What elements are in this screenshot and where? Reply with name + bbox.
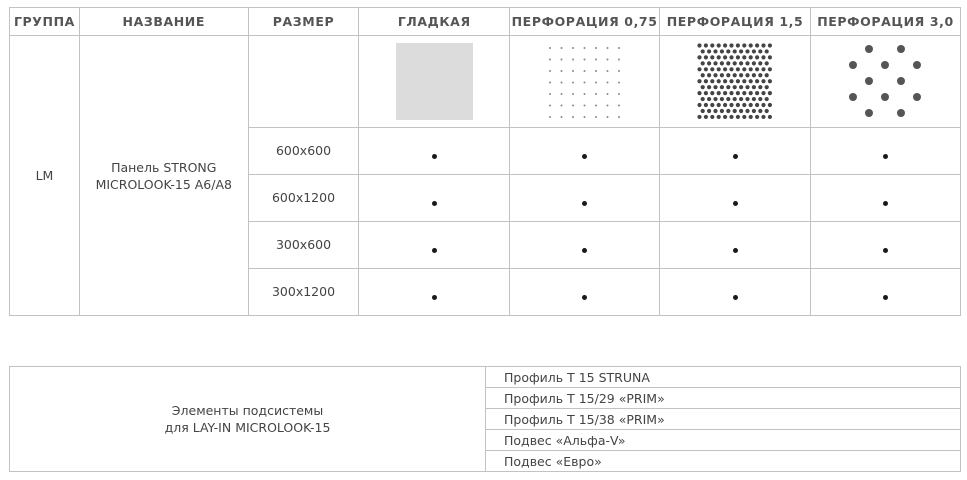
perforation-hole: [723, 115, 727, 119]
perforation-hole: [897, 45, 905, 53]
perforation-hole: [729, 43, 733, 47]
availability-dot: [883, 154, 888, 159]
perforation-hole: [723, 55, 727, 59]
mark-perf075: [510, 222, 660, 269]
perforation-hole: [767, 103, 771, 107]
perforation-hole: [716, 67, 720, 71]
perforation-hole: [726, 73, 730, 77]
perforation-hole: [595, 47, 597, 49]
perforation-hole: [595, 116, 597, 118]
perforation-hole: [716, 55, 720, 59]
perforation-hole: [572, 105, 574, 107]
perforation-hole: [697, 115, 701, 119]
subsystem-item: Профиль Т 15/38 «PRIM»: [486, 409, 961, 430]
perforation-hole: [561, 105, 563, 107]
perforation-hole: [755, 67, 759, 71]
perforation-hole: [584, 47, 586, 49]
perforation-hole: [584, 70, 586, 72]
perforation-hole: [764, 85, 768, 89]
perforation-hole: [607, 47, 609, 49]
availability-dot: [432, 295, 437, 300]
perforation-hole: [742, 91, 746, 95]
perforation-hole: [758, 85, 762, 89]
swatch-perf075-cell: [510, 36, 660, 128]
perforation-hole: [761, 103, 765, 107]
perforation-hole: [735, 91, 739, 95]
subsystem-row: [10, 367, 961, 388]
perforation-hole: [735, 43, 739, 47]
perforation-hole: [745, 109, 749, 113]
perforation-hole: [729, 115, 733, 119]
perforation-hole: [755, 115, 759, 119]
availability-dot: [733, 295, 738, 300]
perforation-hole: [758, 109, 762, 113]
perforation-hole: [700, 73, 704, 77]
mark-perf15: [660, 222, 811, 269]
perforation-hole: [572, 59, 574, 61]
perforation-hole: [764, 109, 768, 113]
availability-dot: [883, 248, 888, 253]
perforation-hole: [595, 105, 597, 107]
perforation-hole: [758, 49, 762, 53]
mark-smooth: [359, 222, 510, 269]
perforation-hole: [713, 73, 717, 77]
perforation-hole: [584, 59, 586, 61]
perforation-hole: [735, 67, 739, 71]
swatch-perf30-cell: [811, 36, 961, 128]
perforation-hole: [865, 77, 873, 85]
header-size: РАЗМЕР: [248, 8, 359, 36]
availability-dot: [582, 295, 587, 300]
perforation-hole: [732, 61, 736, 65]
perforation-hole: [697, 91, 701, 95]
perforation-hole: [742, 79, 746, 83]
subsystem-item: Подвес «Евро»: [486, 451, 961, 472]
perforation-hole: [723, 43, 727, 47]
perforation-hole: [716, 103, 720, 107]
perforation-hole: [618, 93, 620, 95]
swatch-perf15-cell: [660, 36, 811, 128]
perforation-hole: [761, 115, 765, 119]
perforation-hole: [729, 91, 733, 95]
perforation-hole: [729, 67, 733, 71]
mark-perf30: [811, 175, 961, 222]
perforation-hole: [758, 61, 762, 65]
perforation-hole: [764, 97, 768, 101]
perforation-hole: [751, 61, 755, 65]
perforation-hole: [561, 70, 563, 72]
perforation-hole: [735, 103, 739, 107]
availability-dot: [432, 248, 437, 253]
subsystem-item: Профиль Т 15 STRUNA: [486, 367, 961, 388]
perforation-hole: [739, 49, 743, 53]
perforation-hole: [764, 61, 768, 65]
perforation-hole: [726, 85, 730, 89]
perforation-hole: [549, 93, 551, 95]
perforation-hole: [595, 70, 597, 72]
perforation-hole: [755, 103, 759, 107]
availability-dot: [582, 201, 587, 206]
perforation-hole: [716, 91, 720, 95]
perforation-hole: [710, 55, 714, 59]
perforation-hole: [735, 55, 739, 59]
perforation-hole: [767, 79, 771, 83]
product-name-line2: MICROLOOK-15 A6/A8: [95, 176, 232, 192]
perforation-hole: [745, 97, 749, 101]
perforation-hole: [739, 85, 743, 89]
perforation-hole: [723, 91, 727, 95]
availability-dot: [582, 248, 587, 253]
perforation-hole: [761, 55, 765, 59]
perforation-hole: [742, 115, 746, 119]
perforation-hole: [703, 43, 707, 47]
availability-dot: [582, 154, 587, 159]
perforation-hole: [723, 79, 727, 83]
perforation-hole: [584, 116, 586, 118]
group-cell: LM: [10, 36, 80, 316]
perforation-hole: [700, 109, 704, 113]
subsystem-item: Профиль Т 15/29 «PRIM»: [486, 388, 961, 409]
perforation-hole: [707, 73, 711, 77]
perforation-hole: [745, 61, 749, 65]
swatch-smooth-cell: [359, 36, 510, 128]
perforation-hole: [849, 61, 857, 69]
perforation-hole: [549, 105, 551, 107]
perforation-hole: [748, 55, 752, 59]
perforation-hole: [735, 79, 739, 83]
perforation-hole: [913, 93, 921, 101]
header-perforation-15: ПЕРФОРАЦИЯ 1,5: [660, 8, 811, 36]
perforation-hole: [607, 116, 609, 118]
perforation-hole: [755, 79, 759, 83]
mark-perf15: [660, 128, 811, 175]
perforation-hole: [751, 85, 755, 89]
perforation-hole: [719, 109, 723, 113]
perforation-hole: [716, 43, 720, 47]
product-table: [9, 7, 961, 316]
swatch-size-empty: [248, 36, 359, 128]
perforation-hole: [707, 85, 711, 89]
perforation-hole: [897, 77, 905, 85]
perforation-hole: [726, 49, 730, 53]
mark-perf30: [811, 128, 961, 175]
perforation-hole: [719, 61, 723, 65]
perforation-hole: [561, 59, 563, 61]
perforation-hole: [748, 79, 752, 83]
perforation-hole: [618, 70, 620, 72]
perforation-hole: [913, 61, 921, 69]
perforation-hole: [748, 91, 752, 95]
perforation-hole: [755, 55, 759, 59]
perforation-hole: [584, 105, 586, 107]
perforation-hole: [713, 85, 717, 89]
mark-smooth: [359, 175, 510, 222]
perforation-hole: [751, 97, 755, 101]
perforation-hole: [764, 73, 768, 77]
perforation-hole: [607, 59, 609, 61]
size-cell: 300x600: [248, 222, 359, 269]
swatch-row: [10, 36, 961, 128]
mark-perf075: [510, 269, 660, 316]
perforation-hole: [761, 43, 765, 47]
size-cell: 300x1200: [248, 269, 359, 316]
perforation-hole: [761, 91, 765, 95]
mark-smooth: [359, 128, 510, 175]
perforation-hole: [703, 103, 707, 107]
perforation-hole: [751, 109, 755, 113]
perforation-hole: [755, 43, 759, 47]
perforation-hole: [745, 85, 749, 89]
perforation-hole: [607, 105, 609, 107]
product-name-line1: Панель STRONG: [111, 159, 217, 175]
perforation-hole: [849, 93, 857, 101]
perforation-hole: [549, 116, 551, 118]
perforation-hole: [607, 93, 609, 95]
perforation-hole: [703, 79, 707, 83]
perforation-hole: [572, 47, 574, 49]
header-group: ГРУППА: [10, 8, 80, 36]
perforation-hole: [729, 79, 733, 83]
perforation-hole: [618, 59, 620, 61]
header-perforation-075: ПЕРФОРАЦИЯ 0,75: [510, 8, 660, 36]
perforation-hole: [700, 49, 704, 53]
perforation-hole: [726, 61, 730, 65]
perforation-hole: [758, 97, 762, 101]
perforation-hole: [732, 109, 736, 113]
perforation-hole: [697, 67, 701, 71]
perforation-hole: [710, 115, 714, 119]
perforation-15-swatch: [697, 43, 774, 120]
perforation-hole: [618, 105, 620, 107]
perforation-hole: [761, 79, 765, 83]
perforation-hole: [748, 43, 752, 47]
perforation-hole: [707, 61, 711, 65]
subsystem-title-line2: для LAY-IN MICROLOOK-15: [164, 420, 331, 435]
perforation-hole: [549, 82, 551, 84]
mark-perf30: [811, 222, 961, 269]
perforation-hole: [700, 97, 704, 101]
perforation-hole: [716, 115, 720, 119]
perforation-hole: [584, 82, 586, 84]
subsystem-title-cell: [10, 367, 486, 472]
perforation-hole: [739, 97, 743, 101]
perforation-hole: [748, 103, 752, 107]
perforation-hole: [707, 49, 711, 53]
header-perforation-30: ПЕРФОРАЦИЯ 3,0: [811, 8, 961, 36]
perforation-hole: [767, 67, 771, 71]
perforation-hole: [881, 93, 889, 101]
perforation-hole: [881, 61, 889, 69]
perforation-hole: [703, 115, 707, 119]
availability-dot: [733, 201, 738, 206]
perforation-hole: [713, 97, 717, 101]
perforation-hole: [595, 82, 597, 84]
perforation-hole: [732, 97, 736, 101]
perforation-hole: [549, 70, 551, 72]
availability-dot: [733, 248, 738, 253]
perforation-hole: [561, 93, 563, 95]
perforation-hole: [561, 82, 563, 84]
smooth-swatch: [396, 43, 473, 120]
subsystem-title-line1: Элементы подсистемы: [171, 403, 324, 418]
perforation-hole: [732, 85, 736, 89]
perforation-hole: [742, 55, 746, 59]
perforation-hole: [710, 43, 714, 47]
perforation-hole: [767, 91, 771, 95]
subsystem-item: Подвес «Альфа-V»: [486, 430, 961, 451]
availability-dot: [883, 295, 888, 300]
perforation-hole: [716, 79, 720, 83]
perforation-hole: [865, 109, 873, 117]
perforation-hole: [607, 82, 609, 84]
perforation-hole: [719, 49, 723, 53]
perforation-hole: [572, 82, 574, 84]
perforation-hole: [739, 73, 743, 77]
availability-dot: [733, 154, 738, 159]
perforation-hole: [618, 47, 620, 49]
perforation-hole: [703, 91, 707, 95]
size-cell: 600x1200: [248, 175, 359, 222]
availability-dot: [432, 201, 437, 206]
perforation-075-swatch: [546, 43, 623, 120]
perforation-hole: [697, 103, 701, 107]
perforation-hole: [751, 49, 755, 53]
perforation-hole: [572, 70, 574, 72]
perforation-hole: [865, 45, 873, 53]
perforation-hole: [745, 49, 749, 53]
perforation-hole: [897, 109, 905, 117]
perforation-hole: [751, 73, 755, 77]
perforation-hole: [618, 116, 620, 118]
perforation-hole: [561, 47, 563, 49]
availability-dot: [883, 201, 888, 206]
size-cell: 600x600: [248, 128, 359, 175]
perforation-hole: [748, 67, 752, 71]
perforation-hole: [742, 103, 746, 107]
mark-perf15: [660, 175, 811, 222]
perforation-hole: [767, 55, 771, 59]
perforation-hole: [742, 43, 746, 47]
header-row: [10, 8, 961, 36]
mark-perf15: [660, 269, 811, 316]
perforation-hole: [719, 85, 723, 89]
perforation-hole: [742, 67, 746, 71]
mark-perf30: [811, 269, 961, 316]
perforation-hole: [549, 47, 551, 49]
perforation-hole: [758, 73, 762, 77]
perforation-hole: [710, 67, 714, 71]
perforation-hole: [710, 103, 714, 107]
perforation-hole: [595, 93, 597, 95]
perforation-hole: [719, 97, 723, 101]
perforation-hole: [726, 109, 730, 113]
perforation-hole: [703, 55, 707, 59]
perforation-hole: [735, 115, 739, 119]
perforation-hole: [697, 55, 701, 59]
perforation-hole: [739, 109, 743, 113]
perforation-hole: [572, 116, 574, 118]
perforation-hole: [618, 82, 620, 84]
perforation-30-swatch: [847, 43, 924, 120]
perforation-hole: [572, 93, 574, 95]
perforation-hole: [713, 49, 717, 53]
perforation-hole: [755, 91, 759, 95]
perforation-hole: [767, 43, 771, 47]
mark-perf075: [510, 175, 660, 222]
mark-perf075: [510, 128, 660, 175]
perforation-hole: [719, 73, 723, 77]
header-name: НАЗВАНИЕ: [79, 8, 248, 36]
perforation-hole: [595, 59, 597, 61]
perforation-hole: [732, 73, 736, 77]
perforation-hole: [723, 67, 727, 71]
perforation-hole: [697, 79, 701, 83]
perforation-hole: [710, 79, 714, 83]
availability-dot: [432, 154, 437, 159]
perforation-hole: [729, 55, 733, 59]
perforation-hole: [739, 61, 743, 65]
perforation-hole: [713, 109, 717, 113]
subsystem-table: [9, 366, 961, 472]
perforation-hole: [584, 93, 586, 95]
perforation-hole: [703, 67, 707, 71]
perforation-hole: [710, 91, 714, 95]
perforation-hole: [761, 67, 765, 71]
mark-smooth: [359, 269, 510, 316]
perforation-hole: [748, 115, 752, 119]
perforation-hole: [726, 97, 730, 101]
perforation-hole: [732, 49, 736, 53]
perforation-hole: [700, 85, 704, 89]
header-smooth: ГЛАДКАЯ: [359, 8, 510, 36]
perforation-hole: [707, 109, 711, 113]
product-name-cell: [79, 36, 248, 316]
perforation-hole: [767, 115, 771, 119]
perforation-hole: [707, 97, 711, 101]
perforation-hole: [697, 43, 701, 47]
perforation-hole: [607, 70, 609, 72]
perforation-hole: [549, 59, 551, 61]
perforation-hole: [700, 61, 704, 65]
perforation-hole: [745, 73, 749, 77]
perforation-hole: [723, 103, 727, 107]
perforation-hole: [729, 103, 733, 107]
perforation-hole: [713, 61, 717, 65]
perforation-hole: [764, 49, 768, 53]
perforation-hole: [561, 116, 563, 118]
